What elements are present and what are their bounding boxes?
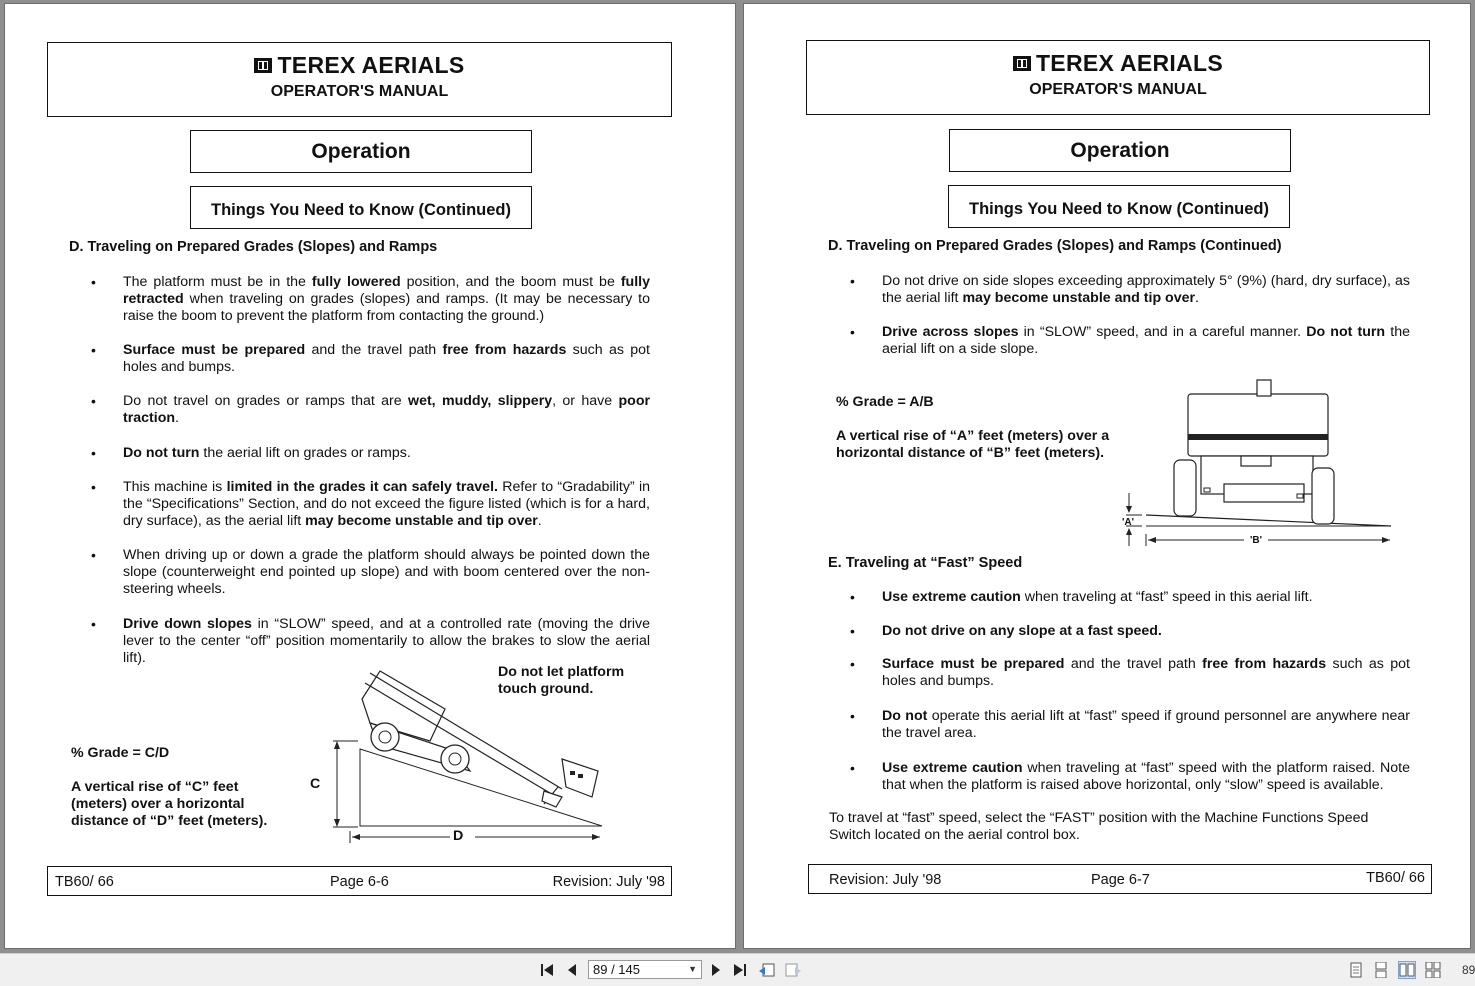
bullet-text: Do not operate this aerial lift at “fast” speed if ground personnel are anywhere near the travel area. <box>882 708 1410 741</box>
bullet-text: When driving up or down a grade the platform should always be pointed down the slope (counterweight end pointed up slope) and with boom centered over the non-steering wheels. <box>123 547 650 597</box>
page-6-7 <box>743 3 1471 949</box>
page-number-select[interactable] <box>588 960 702 979</box>
bullet-icon: • <box>91 547 96 563</box>
bullet-item <box>850 656 1410 690</box>
single-page-icon[interactable] <box>1347 961 1365 979</box>
bullet-item <box>91 274 650 325</box>
bullet-text: Do not drive on side slopes exceeding approximately 5° (9%) (hard, dry surface), as the aerial lift may become unstable and tip over. <box>882 273 1410 306</box>
bullet-icon: • <box>850 589 855 605</box>
go-back-icon[interactable] <box>758 961 776 979</box>
section-title: Operation <box>949 129 1291 172</box>
bullet-item <box>91 445 650 462</box>
bullet-text: Use extreme caution when traveling at “fast” speed with the platform raised. Note that when the platform is raised above horizontal, only “slow” speed is available. <box>882 760 1410 793</box>
bullet-item <box>850 760 1410 794</box>
bullet-item <box>850 589 1410 606</box>
page-indicator: 89 / 145 <box>593 962 640 977</box>
terex-logo-icon <box>254 58 272 73</box>
bullet-icon: • <box>850 623 855 639</box>
label-d: D <box>453 828 464 844</box>
page-6-6 <box>4 3 736 949</box>
bullet-text: Do not travel on grades or ramps that are wet, muddy, slippery, or have poor traction. <box>123 393 651 426</box>
bullet-text: Drive down slopes in “SLOW” speed, and at a controlled rate (moving the drive lever to the center “off” position momentarily to allow the brakes to slow the aerial lift). <box>123 616 650 666</box>
manual-title: OPERATOR'S MANUAL <box>1029 81 1207 98</box>
bullet-text: The platform must be in the fully lowered position, and the boom must be fully retracted when traveling on grades (slopes) and ramps. (It may be necessary to raise the boom to prevent the platform from contacting the ground.) <box>123 274 650 324</box>
page-footer <box>47 866 672 896</box>
section-heading-e: E. Traveling at “Fast” Speed <box>828 555 1023 571</box>
subsection-title: Things You Need to Know (Continued) <box>948 185 1290 228</box>
side-slope-diagram-ab <box>1116 372 1401 550</box>
bullet-text: Do not turn the aerial lift on grades or ramps. <box>123 445 411 461</box>
bullet-icon: • <box>91 274 96 290</box>
chevron-down-icon: ▼ <box>688 964 697 974</box>
footer-revision: Revision: July '98 <box>829 872 942 888</box>
subsection-title: Things You Need to Know (Continued) <box>190 186 532 229</box>
slope-diagram-cd <box>300 659 620 849</box>
closing-paragraph: To travel at “fast” speed, select the “FAST” position with the Machine Functions Speed Switch located on the aerial control box. <box>829 810 1369 843</box>
bullet-icon: • <box>850 324 855 340</box>
bullet-icon: • <box>850 656 855 672</box>
platform-warning-note: Do not let platform touch ground. <box>498 664 625 697</box>
zoom-level[interactable]: 89 <box>1462 963 1475 977</box>
grade-description: A vertical rise of “A” feet (meters) over a horizontal distance of “B” feet (meters). <box>836 428 1110 461</box>
two-page-continuous-icon[interactable] <box>1424 961 1442 979</box>
footer-page-number: Page 6-7 <box>1091 872 1150 888</box>
bullet-item <box>91 547 650 598</box>
bullet-icon: • <box>850 708 855 724</box>
continuous-icon[interactable] <box>1372 961 1390 979</box>
first-page-icon[interactable] <box>538 961 556 979</box>
footer-model: TB60/ 66 <box>55 874 114 890</box>
prev-page-icon[interactable] <box>563 961 581 979</box>
manual-header <box>47 42 672 117</box>
label-c: C <box>310 776 321 792</box>
bullet-text: Do not drive on any slope at a fast speed. <box>882 623 1162 639</box>
grade-description: A vertical rise of “C” feet (meters) over a horizontal distance of “D” feet (meters). <box>71 779 268 829</box>
bullet-item <box>91 479 650 530</box>
bullet-icon: • <box>91 342 96 358</box>
bullet-icon: • <box>850 273 855 289</box>
grade-formula: % Grade = C/D <box>71 745 170 761</box>
bullet-item <box>850 273 1410 307</box>
label-b: 'B' <box>1250 535 1262 546</box>
navigation-toolbar <box>0 953 1475 986</box>
brand-name: TEREX AERIALS <box>1035 50 1224 76</box>
two-page-icon[interactable] <box>1398 961 1416 979</box>
footer-model: TB60/ 66 <box>1366 870 1425 886</box>
manual-header <box>806 40 1430 115</box>
manual-title: OPERATOR'S MANUAL <box>270 83 449 100</box>
terex-logo-icon <box>1013 56 1031 71</box>
bullet-icon: • <box>91 479 96 495</box>
bullet-icon: • <box>850 760 855 776</box>
go-forward-icon[interactable] <box>784 961 802 979</box>
section-heading-d-continued: D. Traveling on Prepared Grades (Slopes) and Ramps (Continued) <box>828 238 1282 254</box>
bullet-text: Surface must be prepared and the travel path free from hazards such as pot holes and bumps. <box>882 656 1410 689</box>
bullet-text: Surface must be prepared and the travel path free from hazards such as pot holes and bumps. <box>123 342 650 375</box>
brand-line <box>807 50 1429 77</box>
bullet-item <box>91 342 650 376</box>
footer-page-number: Page 6-6 <box>330 874 389 890</box>
page-footer <box>808 864 1432 894</box>
brand-line <box>48 52 671 79</box>
bullet-item <box>850 623 1410 640</box>
footer-revision: Revision: July '98 <box>552 874 665 890</box>
bullet-text: Use extreme caution when traveling at “fast” speed in this aerial lift. <box>882 589 1313 605</box>
next-page-icon[interactable] <box>707 961 725 979</box>
brand-name: TEREX AERIALS <box>277 52 465 78</box>
last-page-icon[interactable] <box>731 961 749 979</box>
grade-formula: % Grade = A/B <box>836 394 934 410</box>
bullet-icon: • <box>91 393 96 409</box>
section-heading-d: D. Traveling on Prepared Grades (Slopes) and Ramps <box>69 239 438 255</box>
bullet-text: Drive across slopes in “SLOW” speed, and in a careful manner. Do not turn the aerial lift on a side slope. <box>882 324 1410 357</box>
bullet-icon: • <box>91 445 96 461</box>
bullet-item <box>850 708 1410 742</box>
bullet-text: This machine is limited in the grades it can safely travel. Refer to “Gradability” in the “Specifications” Section, and do not exceed the figure listed (which is for a hard, dry surface), as the aerial lift may become unstable and tip over. <box>123 479 650 529</box>
bullet-item <box>91 393 651 427</box>
bullet-icon: • <box>91 616 96 632</box>
bullet-item <box>850 324 1410 358</box>
section-title: Operation <box>190 130 532 173</box>
label-a: 'A' <box>1122 517 1134 528</box>
